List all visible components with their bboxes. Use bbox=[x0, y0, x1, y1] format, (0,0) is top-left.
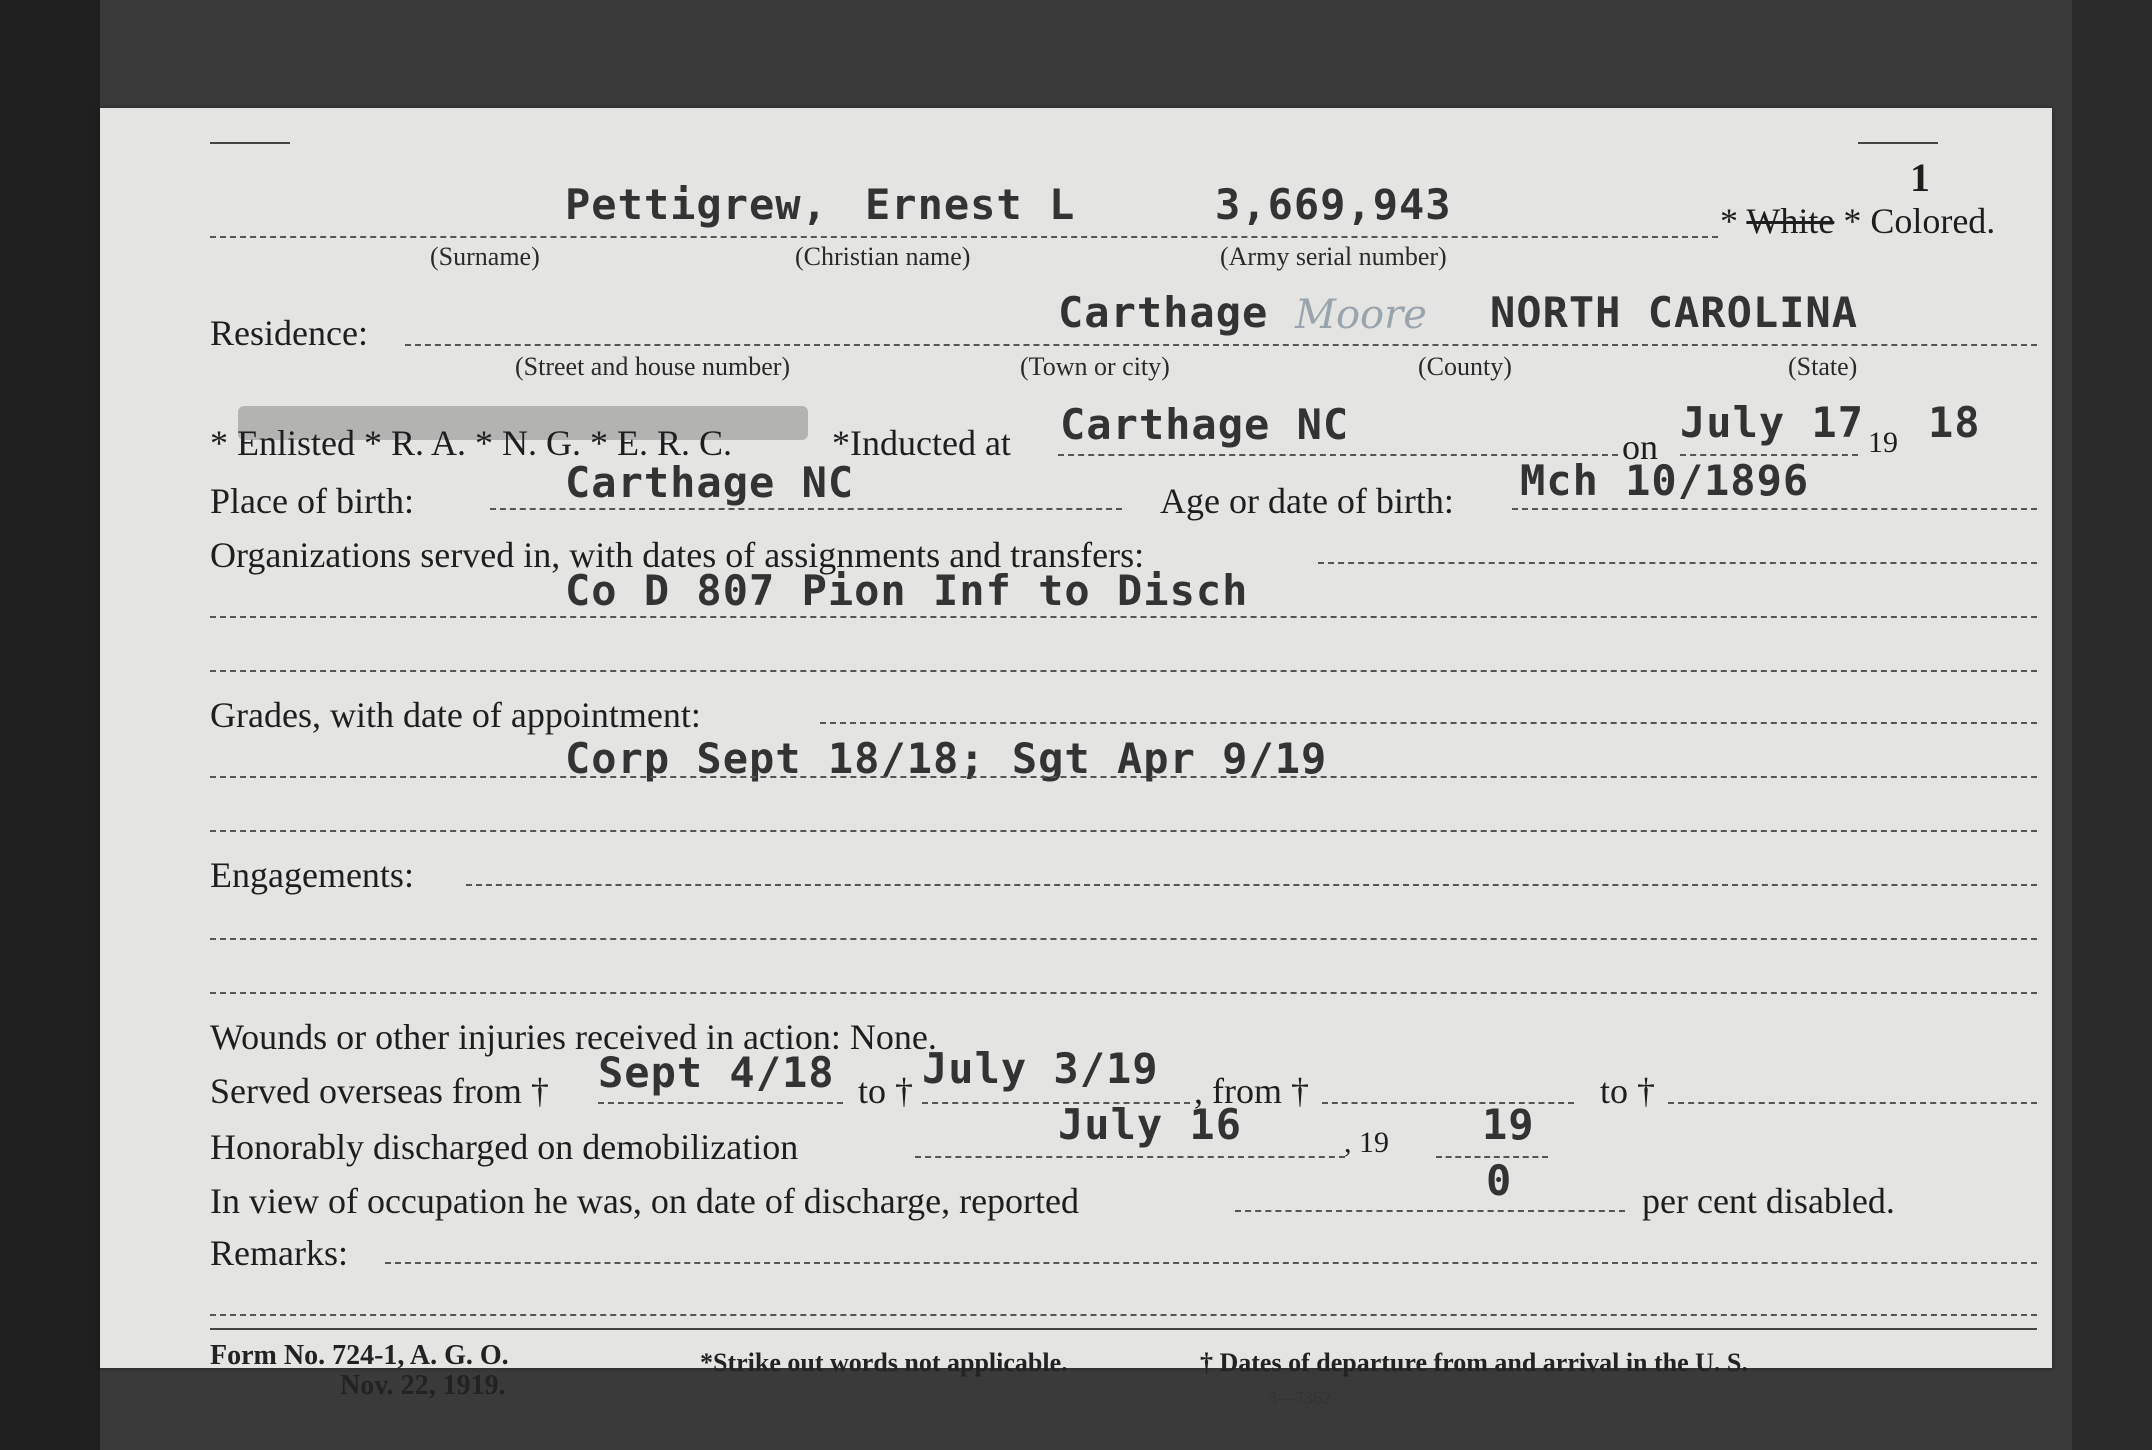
remarks-label: Remarks: bbox=[210, 1233, 348, 1273]
remarks-line-1 bbox=[385, 1262, 2037, 1264]
organizations-label: Organizations served in, with dates of assignments and transfers: bbox=[210, 535, 1145, 575]
serial-number-value: 3,669,943 bbox=[1215, 180, 1452, 229]
induction-on-label: on bbox=[1622, 427, 1658, 467]
grades-line-1 bbox=[820, 722, 2037, 724]
dagger-3: † bbox=[1290, 1071, 1309, 1111]
overseas-to2-label bbox=[1600, 1070, 1655, 1112]
state-caption: (State) bbox=[1788, 352, 1858, 381]
inducted-at-value: Carthage NC bbox=[1060, 400, 1350, 449]
county-caption: (County) bbox=[1418, 352, 1512, 381]
overseas-from2-line bbox=[1322, 1102, 1574, 1104]
name-line bbox=[210, 236, 1718, 238]
disability-label: In view of occupation he was, on date of discharge, reported bbox=[210, 1181, 1080, 1221]
top-left-rule bbox=[210, 142, 290, 144]
remarks-line-2 bbox=[210, 1314, 2037, 1316]
overseas-to-label bbox=[858, 1070, 913, 1112]
birth-date-line bbox=[1512, 508, 2037, 510]
street-caption: (Street and house number) bbox=[515, 352, 791, 381]
christian-name-value: Ernest L bbox=[865, 180, 1076, 229]
disability-line bbox=[1235, 1210, 1625, 1212]
grades-line-2 bbox=[210, 776, 2037, 778]
organizations-value: Co D 807 Pion Inf to Disch bbox=[565, 566, 1249, 615]
race-star-1: * bbox=[1720, 201, 1738, 241]
serial-number-caption: (Army serial number) bbox=[1220, 242, 1447, 271]
strike-out-note: *Strike out words not applicable. bbox=[700, 1348, 1068, 1377]
organizations-line-1 bbox=[1318, 562, 2037, 564]
inducted-at-label: *Inducted at bbox=[832, 423, 1011, 463]
birth-place-label: Place of birth: bbox=[210, 481, 414, 521]
grades-label: Grades, with date of appointment: bbox=[210, 695, 701, 735]
discharge-label: Honorably discharged on demobilization bbox=[210, 1127, 799, 1167]
form-date: Nov. 22, 1919. bbox=[340, 1370, 506, 1401]
grades-line-3 bbox=[210, 830, 2037, 832]
induction-date-value: July 17 bbox=[1680, 398, 1865, 447]
birth-date-value: Mch 10/1896 bbox=[1520, 456, 1810, 505]
scan-edge-right bbox=[2072, 0, 2152, 1450]
overseas-to2-line bbox=[1668, 1102, 2037, 1104]
organizations-line-3 bbox=[210, 670, 2037, 672]
race-white-struck: White bbox=[1746, 201, 1835, 241]
birth-place-line bbox=[490, 508, 1122, 510]
residence-state-value: NORTH CAROLINA bbox=[1490, 288, 1859, 337]
discharge-year-prefix: , 19 bbox=[1344, 1126, 1389, 1159]
dates-note: † Dates of departure from and arrival in the U. S. bbox=[1200, 1348, 1748, 1377]
overseas-to-value: July 3/19 bbox=[922, 1044, 1159, 1093]
wounds-label: Wounds or other injuries received in action: None. bbox=[210, 1017, 937, 1057]
disability-percent-value: 0 bbox=[1486, 1156, 1513, 1205]
organizations-line-2 bbox=[210, 616, 2037, 618]
race-colored: Colored. bbox=[1870, 201, 1996, 241]
engagements-line-3 bbox=[210, 992, 2037, 994]
print-code: 3—7362 bbox=[1268, 1388, 1331, 1408]
dagger-1: † bbox=[530, 1071, 549, 1111]
discharge-date-value: July 16 bbox=[1058, 1100, 1243, 1149]
engagements-line-1 bbox=[466, 884, 2037, 886]
grades-value: Corp Sept 18/18; Sgt Apr 9/19 bbox=[565, 734, 1328, 783]
overseas-from-value: Sept 4/18 bbox=[598, 1048, 835, 1097]
disability-suffix: per cent disabled. bbox=[1642, 1181, 1895, 1221]
form-number: Form No. 724-1, A. G. O. bbox=[210, 1340, 509, 1371]
surname-value: Pettigrew, bbox=[565, 180, 828, 229]
enlistment-options: * Enlisted * R. A. * N. G. * E. R. C. bbox=[210, 423, 733, 463]
page-number: 1 bbox=[1910, 155, 1930, 200]
footer-rule bbox=[210, 1328, 2037, 1330]
race-star-2: * bbox=[1843, 201, 1862, 241]
engagements-label: Engagements: bbox=[210, 855, 414, 895]
residence-line bbox=[405, 344, 2037, 346]
scan-edge-left bbox=[0, 0, 100, 1450]
induction-year-prefix: 19 bbox=[1868, 426, 1898, 459]
residence-town-value: Carthage bbox=[1058, 288, 1269, 337]
dagger-4: † bbox=[1637, 1071, 1656, 1111]
overseas-from-line bbox=[598, 1102, 843, 1104]
engagements-line-2 bbox=[210, 938, 2037, 940]
birth-place-value: Carthage NC bbox=[565, 458, 855, 507]
birth-date-label: Age or date of birth: bbox=[1160, 481, 1454, 521]
residence-county-value: Moore bbox=[1295, 292, 1427, 338]
town-caption: (Town or city) bbox=[1020, 352, 1170, 381]
surname-caption: (Surname) bbox=[430, 242, 540, 271]
overseas-to2-label-text: to bbox=[1600, 1071, 1629, 1111]
served-overseas-label bbox=[210, 1070, 549, 1112]
top-right-rule bbox=[1858, 142, 1938, 144]
discharge-date-line bbox=[915, 1156, 1345, 1158]
race-field bbox=[1720, 200, 1995, 242]
induction-year-value: 18 bbox=[1928, 398, 1981, 447]
dagger-2: † bbox=[895, 1071, 914, 1111]
overseas-to-label-text: to bbox=[858, 1071, 887, 1111]
overseas-from2-label-text: , from bbox=[1194, 1071, 1282, 1111]
christian-name-caption: (Christian name) bbox=[795, 242, 971, 271]
discharge-year-value: 19 bbox=[1482, 1100, 1535, 1149]
service-record-card bbox=[100, 108, 2052, 1408]
served-overseas-label-text: Served overseas from bbox=[210, 1071, 522, 1111]
residence-label: Residence: bbox=[210, 313, 368, 353]
